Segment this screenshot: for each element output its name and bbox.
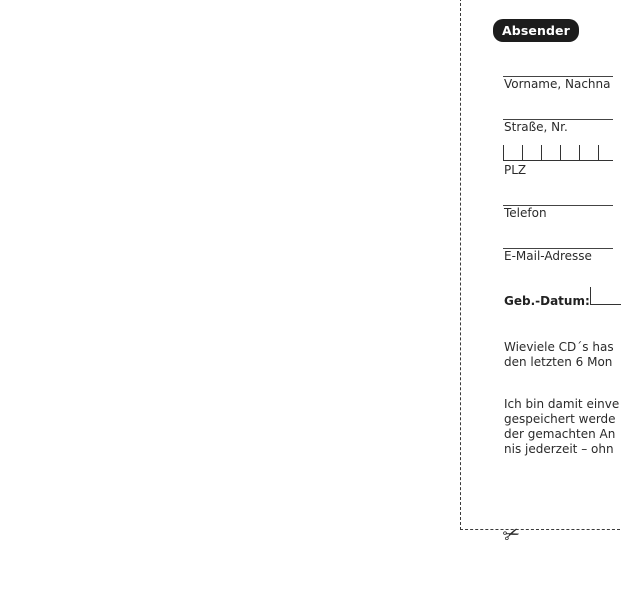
sender-badge: Absender [493,19,579,42]
plz-field-boxes[interactable] [503,145,613,161]
consent-line: Ich bin damit einve [504,397,620,411]
consent-line: der gemachten An [504,427,616,441]
email-field-label: E-Mail-Adresse [504,249,592,263]
scissors-icon: ✂ [499,519,524,549]
plz-field-label: PLZ [504,163,527,177]
consent-line: nis jederzeit – ohn [504,442,614,456]
consent-line: gespeichert werde [504,412,616,426]
question-line: Wieviele CD´s has [504,340,614,354]
consent-text [504,397,619,457]
birthdate-field[interactable] [590,287,621,305]
birthdate-label: Geb.-Datum: [504,294,590,308]
question-line: den letzten 6 Mon [504,355,613,369]
street-field-label: Straße, Nr. [504,120,568,134]
name-field-label: Vorname, Nachna [504,77,611,91]
phone-field-label: Telefon [504,206,547,220]
cd-count-question [504,340,614,370]
